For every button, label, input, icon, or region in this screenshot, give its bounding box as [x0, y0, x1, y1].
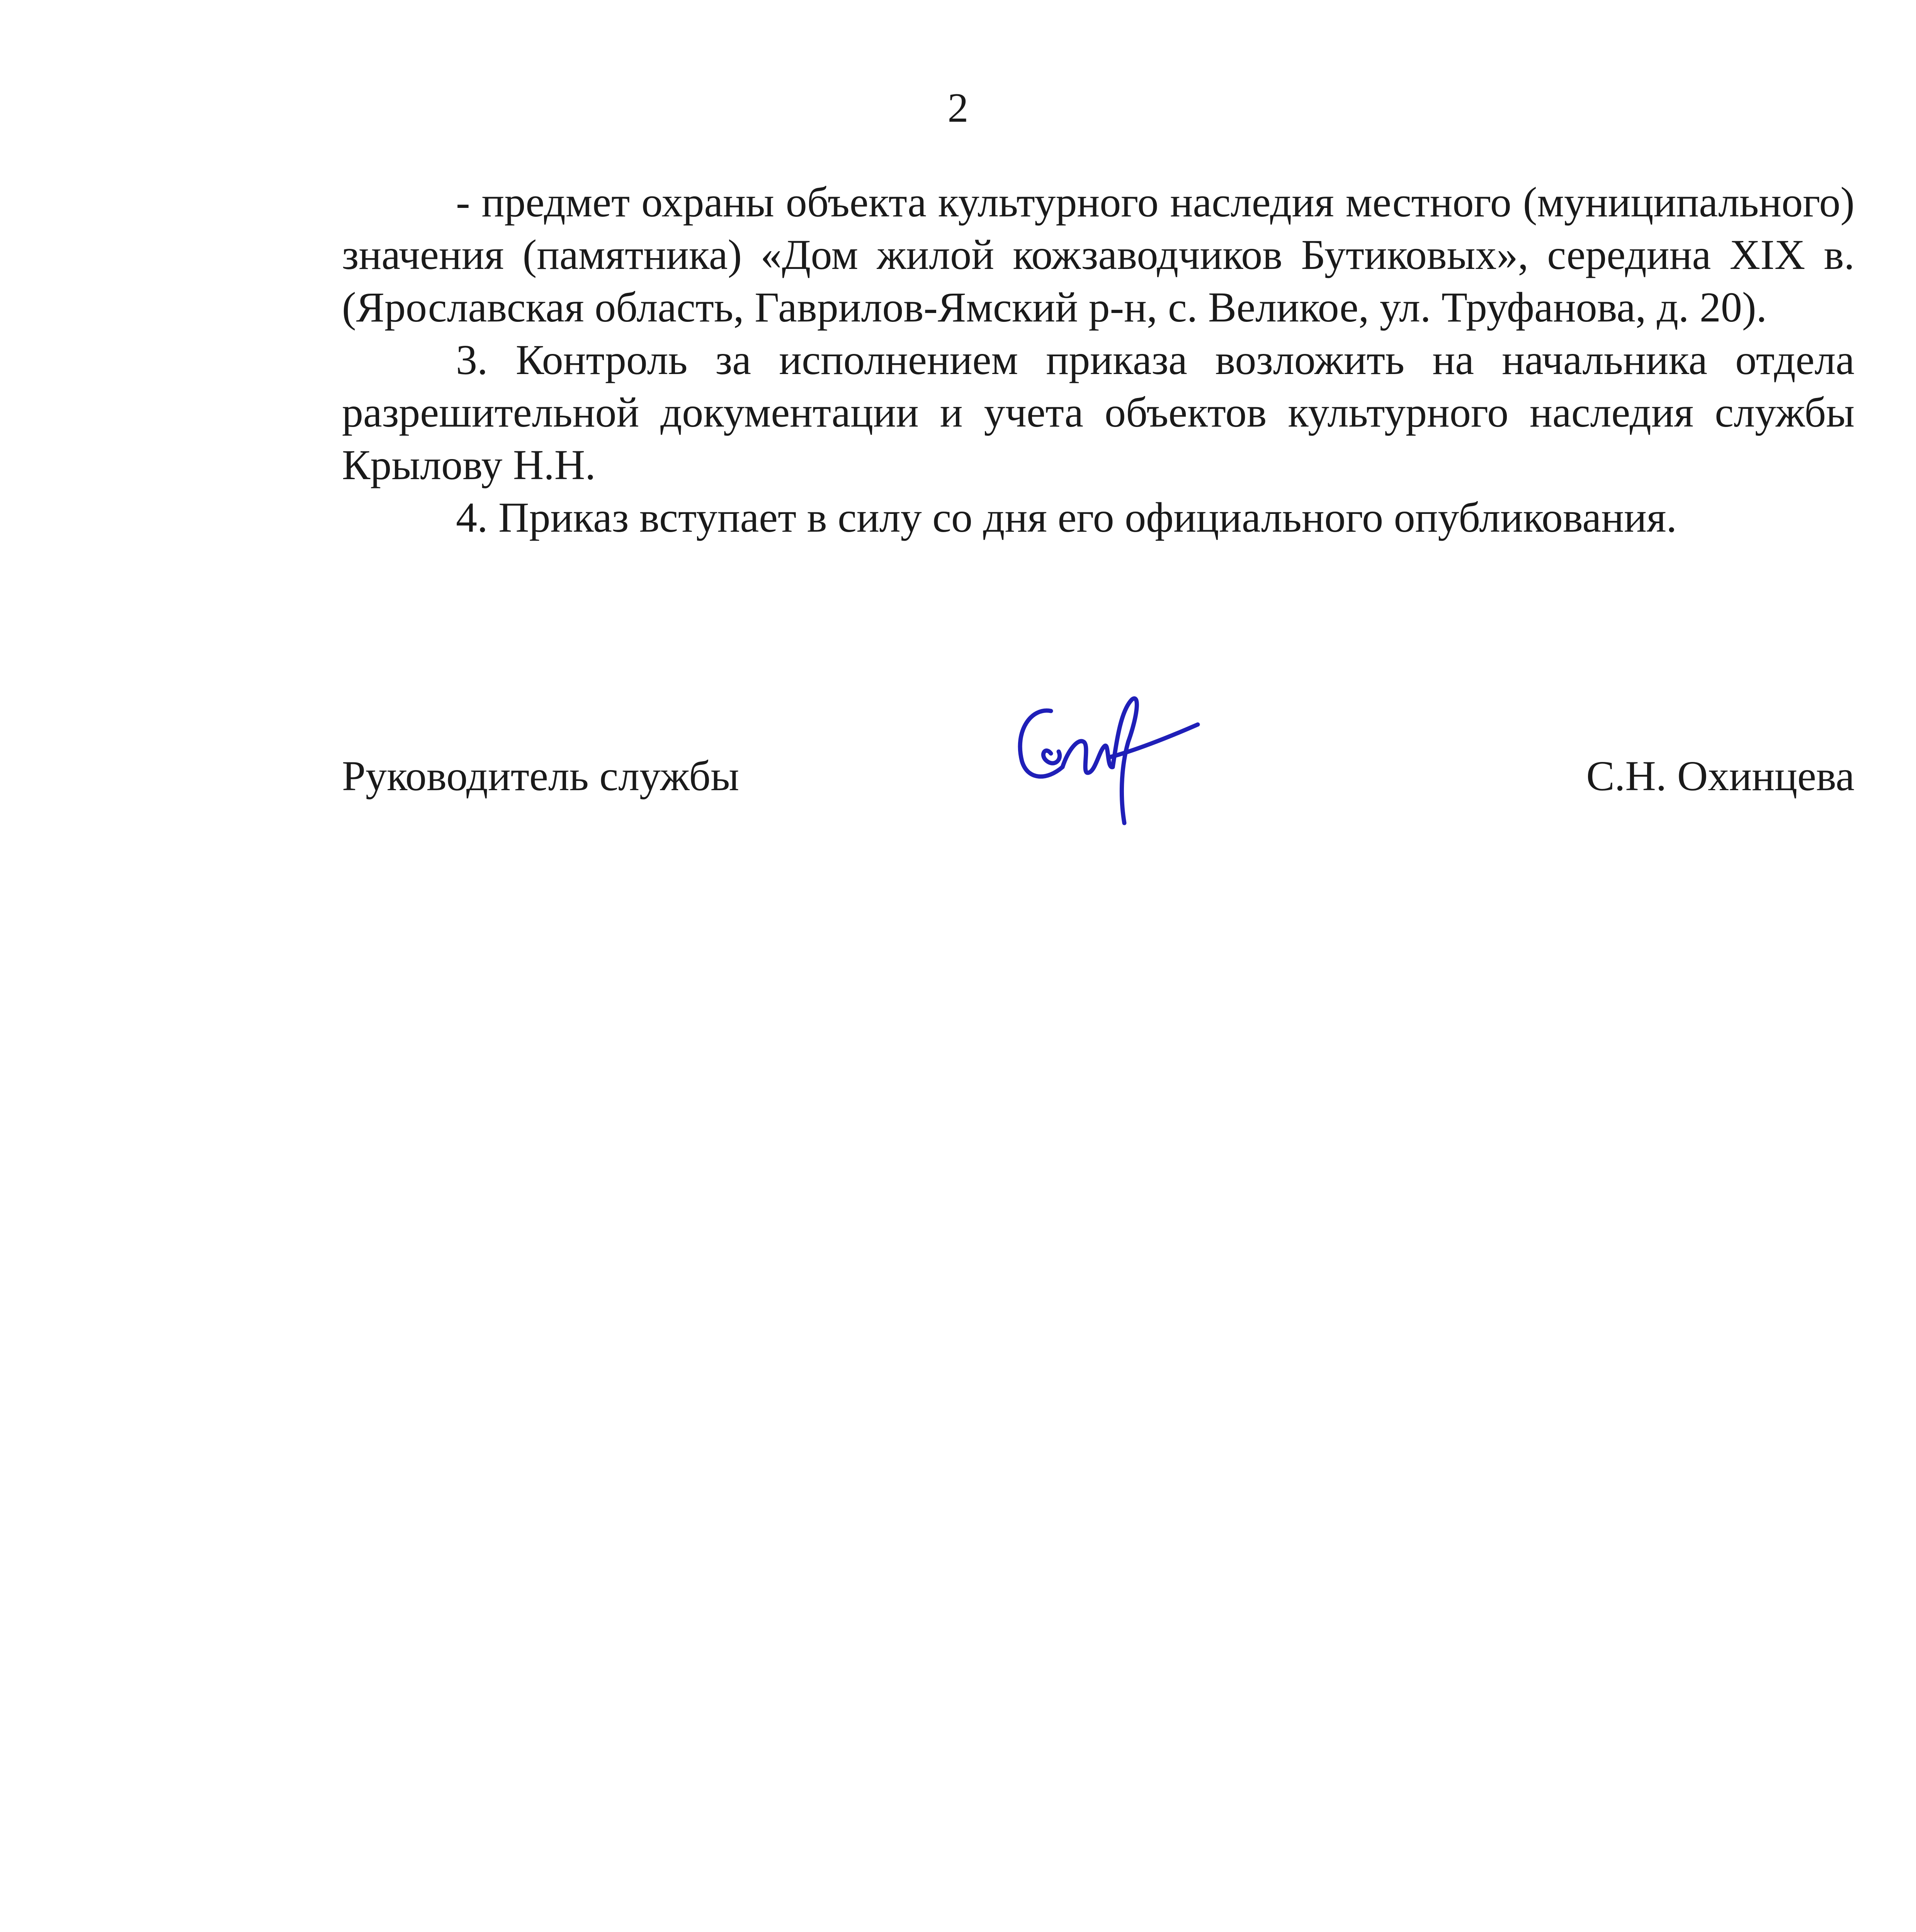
paragraph-effective-date: 4. Приказ вступает в силу со дня его официального опубликования. [456, 494, 1677, 541]
page-number: 2 [947, 85, 969, 131]
signer-name: С.Н. Охинцева [1586, 752, 1855, 799]
paragraph-control: 3. Контроль за исполнением приказа возложить на начальника отдела разрешительной документации и учета объектов культурного наследия службы Крылову Н.Н. [342, 336, 1855, 488]
document-body [342, 176, 1855, 544]
signer-position: Руководитель службы [342, 752, 740, 799]
paragraph-protection-subject: - предмет охраны объекта культурного наследия местного (муниципального) значения (памятника) «Дом жилой кожзаводчиков Бутиковых», середина XIX в. (Ярославская область, Гаврилов-Ямский р-н, с. Великое, ул. Труфанова, д. 20). [342, 179, 1855, 331]
handwritten-signature-icon [1005, 684, 1205, 831]
